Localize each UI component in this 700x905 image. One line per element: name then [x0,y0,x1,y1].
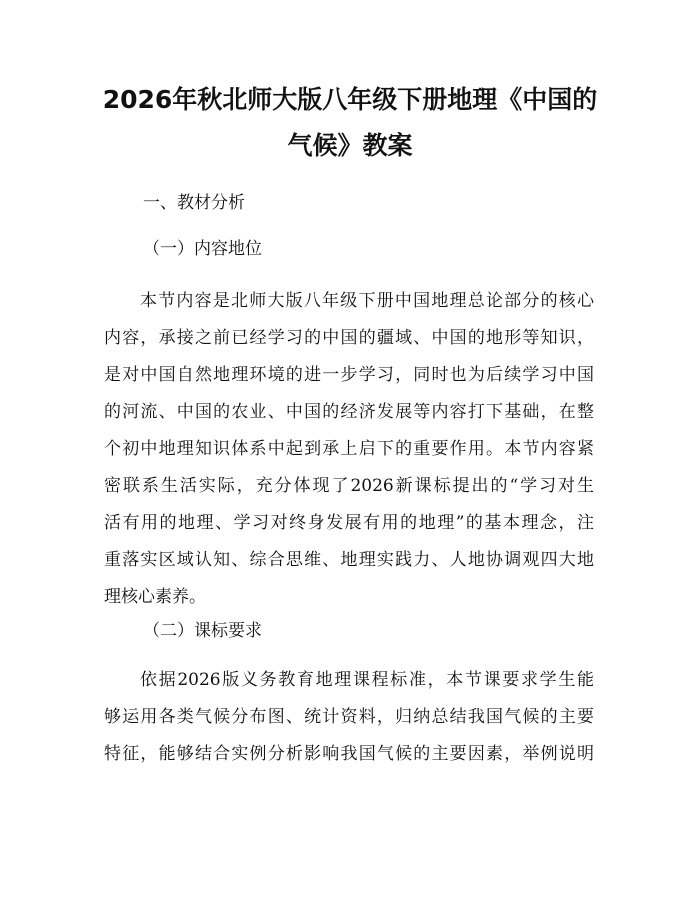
paragraph-line: 密联系生活实际，充分体现了2026新课标提出的“学习对生 [104,476,594,496]
paragraph-line: 内容，承接之前已经学习的中国的疆域、中国的地形等知识， [104,328,594,348]
paragraph-line: 个初中地理知识体系中起到承上启下的重要作用。本节内容紧 [104,439,594,459]
paragraph-line: 理核心素养。 [104,587,206,607]
paragraph-line: 的河流、中国的农业、中国的经济发展等内容打下基础，在整 [104,402,594,422]
paragraph-line: 够运用各类气候分布图、统计资料，归纳总结我国气候的主要 [104,707,594,727]
subsection-heading-curriculum-requirements: （二）课标要求 [143,621,262,641]
paragraph-line: 依据2026版义务教育地理课程标准，本节课要求学生能 [140,670,594,690]
paragraph-line: 本节内容是北师大版八年级下册中国地理总论部分的核心 [140,291,594,311]
paragraph-line: 特征，能够结合实例分析影响我国气候的主要因素，举例说明 [104,744,594,764]
section-heading-textbook-analysis: 一、教材分析 [143,193,245,213]
document-title-line-2: 气候》教案 [287,131,413,160]
document-title-line-1: 2026年秋北师大版八年级下册地理《中国的 [102,85,598,114]
paragraph-line: 是对中国自然地理环境的进一步学习，同时也为后续学习中国 [104,365,594,385]
paragraph-line: 活有用的地理、学习对终身发展有用的地理”的基本理念，注 [104,513,594,533]
subsection-heading-content-position: （一）内容地位 [143,239,262,259]
paragraph-line: 重落实区域认知、综合思维、地理实践力、人地协调观四大地 [104,550,594,570]
